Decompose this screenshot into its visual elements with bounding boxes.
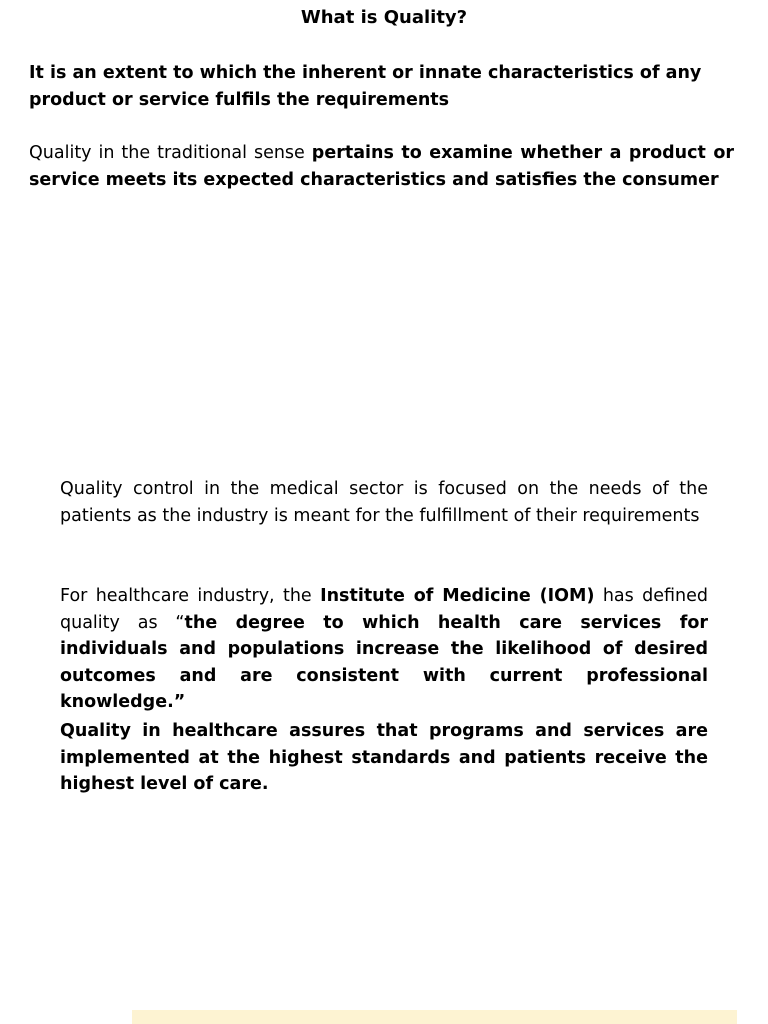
healthcare-assurance-paragraph: Quality in healthcare assures that programs and services are implemented at the highest standards and patients receive the highest level of care. <box>60 721 708 794</box>
traditional-bold-text: pertains to examine whether a product or service meets its expected characteristics and satisfies the consumer <box>29 143 734 190</box>
iom-quote: the degree to which health care services for individuals and populations increase the likelihood of desired outcomes and are consistent with current professional knowledge.” <box>60 612 708 712</box>
iom-definition-paragraph <box>60 583 708 716</box>
traditional-sense-paragraph <box>29 140 734 193</box>
iom-middle-text: has defined quality as “ <box>60 586 708 633</box>
traditional-lead-text: Quality in the traditional sense <box>29 143 312 163</box>
quality-definition: It is an extent to which the inherent or innate characteristics of any product or service fulfils the requirements <box>29 63 702 110</box>
footer-band <box>132 1010 737 1024</box>
iom-lead-text: For healthcare industry, the <box>60 586 321 606</box>
iom-org-name: Institute of Medicine (IOM) <box>320 586 595 606</box>
medical-sector-paragraph: Quality control in the medical sector is focused on the needs of the patients as the industry is meant for the fulfillment of their requirements <box>60 479 708 526</box>
page-title: What is Quality? <box>300 7 468 28</box>
